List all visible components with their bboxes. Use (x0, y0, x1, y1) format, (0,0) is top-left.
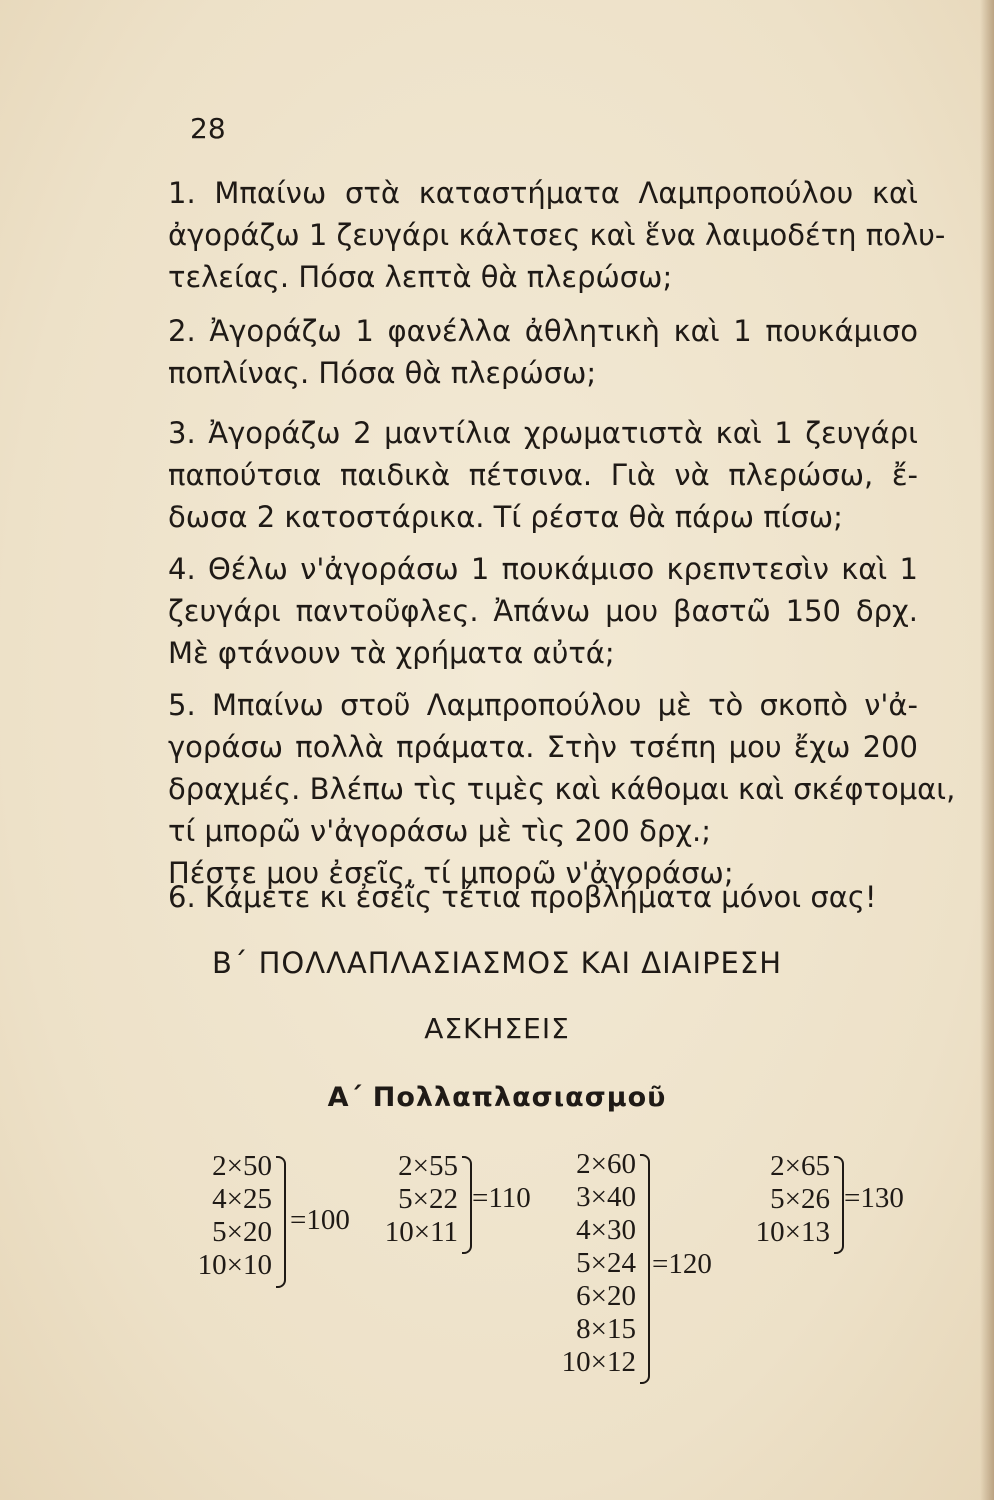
text-line: 6. Κάμετε κι ἐσεῖς τέτια προβλήματα μόνοι σας! (168, 880, 877, 914)
text-line: τί μπορῶ ν'ἀγοράσω μὲ τὶς 200 δρχ.; (168, 814, 711, 848)
multiplication-group-100 (180, 1150, 272, 1282)
multiplication-item: 2×50 (212, 1150, 272, 1182)
group-result: =110 (472, 1182, 531, 1214)
text-line: παπούτσια παιδικὰ πέτσινα. Γιὰ νὰ πλερώσω, ἔ- (168, 458, 918, 492)
problem-1 (168, 172, 946, 298)
text-line: 3. Ἀγοράζω 2 μαντίλια χρωματιστὰ καὶ 1 ζευγάρι (168, 416, 918, 450)
multiplication-item: 5×24 (576, 1247, 636, 1279)
group-result: =120 (652, 1248, 712, 1280)
multiplication-item: 2×55 (398, 1150, 458, 1182)
multiplication-item: 8×15 (576, 1313, 636, 1345)
text-line: γοράσω πολλὰ πράματα. Στὴν τσέπη μου ἔχω 200 (168, 730, 918, 764)
multiplication-item: 5×22 (398, 1183, 458, 1215)
problem-2 (168, 310, 918, 394)
subsection-title: Α΄ Πολλαπλασιασμοῦ (327, 1082, 667, 1113)
multiplication-item: 4×30 (576, 1214, 636, 1246)
text-line: δραχμές. Βλέπω τὶς τιμὲς καὶ κάθομαι καὶ σκέφτομαι, (168, 772, 956, 806)
brace (276, 1156, 286, 1288)
multiplication-group-120 (540, 1148, 636, 1379)
page-edge (980, 0, 994, 1500)
page-number: 28 (190, 112, 226, 145)
multiplication-item: 2×60 (576, 1148, 636, 1180)
text-line: 1. Μπαίνω στὰ καταστήματα Λαμπροπούλου καὶ (168, 176, 918, 210)
text-line: Μὲ φτάνουν τὰ χρήματα αὐτά; (168, 636, 615, 670)
text-line: Πέστε μου ἐσεῖς, τί μπορῶ ν'ἀγοράσω; (168, 856, 734, 890)
text-line: ζευγάρι παντοῦφλες. Ἀπάνω μου βαστῶ 150 δρχ. (168, 594, 918, 628)
brace (640, 1154, 650, 1384)
brace (462, 1156, 472, 1254)
multiplication-group-110 (360, 1150, 458, 1249)
text-line: τελείας. Πόσα λεπτὰ θὰ πλερώσω; (168, 260, 673, 294)
multiplication-item: 10×13 (755, 1216, 830, 1248)
brace (834, 1156, 844, 1254)
text-line: ποπλίνας. Πόσα θὰ πλερώσω; (168, 356, 597, 390)
problem-4 (168, 548, 918, 674)
text-line: 2. Ἀγοράζω 1 φανέλλα ἀθλητικὴ καὶ 1 πουκάμισο (168, 314, 918, 348)
text-line: δωσα 2 κατοστάρικα. Τί ρέστα θὰ πάρω πίσω; (168, 500, 843, 534)
multiplication-item: 5×20 (212, 1216, 272, 1248)
multiplication-item: 2×65 (770, 1150, 830, 1182)
text-line: 5. Μπαίνω στοῦ Λαμπροπούλου μὲ τὸ σκοπὸ ν'ἀ- (168, 688, 918, 722)
multiplication-item: 10×11 (384, 1216, 458, 1248)
multiplication-group-130 (734, 1150, 830, 1249)
multiplication-item: 10×12 (561, 1346, 636, 1378)
multiplication-item: 3×40 (576, 1181, 636, 1213)
text-line: 4. Θέλω ν'ἀγοράσω 1 πουκάμισο κρεπντεσὶν καὶ 1 (168, 552, 918, 586)
problem-5 (168, 684, 956, 894)
group-result: =100 (290, 1204, 350, 1236)
multiplication-item: 5×26 (770, 1183, 830, 1215)
multiplication-item: 6×20 (576, 1280, 636, 1312)
group-result: =130 (844, 1182, 904, 1214)
text-line: ἀγοράζω 1 ζευγάρι κάλτσες καὶ ἕνα λαιμοδέτη πολυ- (168, 218, 946, 252)
exercises-title: ΑΣΚΗΣΕΙΣ (424, 1012, 570, 1045)
problem-6 (168, 876, 918, 918)
problem-3 (168, 412, 918, 538)
section-title: Β΄ ΠΟΛΛΑΠΛΑΣΙΑΣΜΟΣ ΚΑΙ ΔΙΑΙΡΕΣΗ (211, 946, 783, 980)
multiplication-item: 10×10 (197, 1249, 272, 1281)
multiplication-item: 4×25 (212, 1183, 272, 1215)
